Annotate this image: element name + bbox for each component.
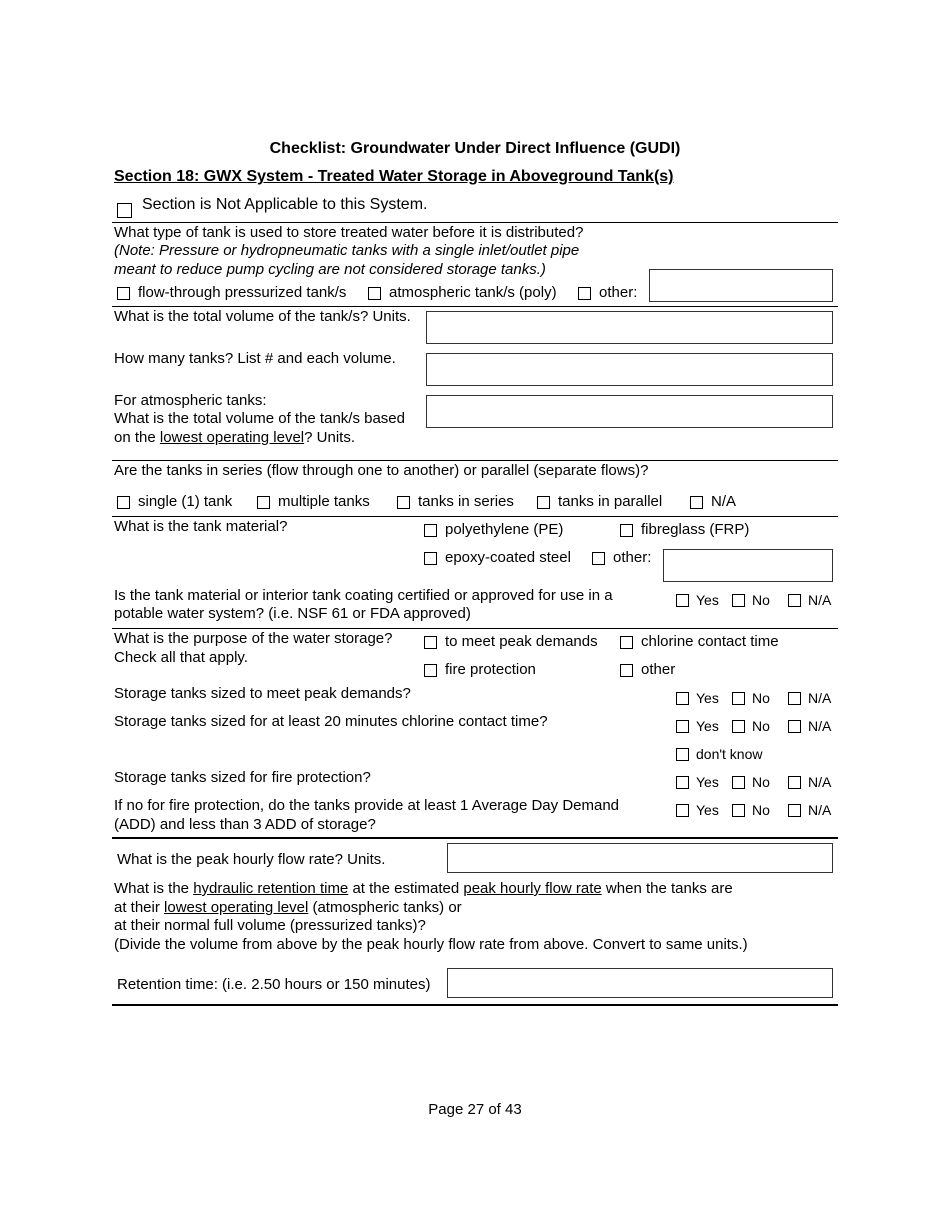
peak-sized-na-label: N/A [808,690,832,706]
fibreglass-label: fibreglass (FRP) [641,521,750,538]
divider [112,460,838,461]
fire-protection-checkbox[interactable] [424,664,437,677]
chlorine-sized-no-checkbox[interactable] [732,720,745,733]
tank-type-note: (Note: Pressure or hydropneumatic tanks with a single inlet/outlet pipe [114,242,580,259]
flow-through-pressurized-label: flow-through pressurized tank/s [138,284,347,301]
chlorine-sized-question: Storage tanks sized for at least 20 minutes chlorine contact time? [114,713,548,730]
certified-question: potable water system? (i.e. NSF 61 or FDA approved) [114,605,471,622]
chlorine-contact-checkbox[interactable] [620,636,633,649]
hrt-instruction: (Divide the volume from above by the peak hourly flow rate from above. Convert to same units.) [114,936,748,953]
tanks-in-series-checkbox[interactable] [397,496,410,509]
series-na-label: N/A [711,493,737,510]
flow-through-pressurized-checkbox[interactable] [117,287,130,300]
certified-no-checkbox[interactable] [732,594,745,607]
polyethylene-label: polyethylene (PE) [445,521,564,538]
fire-sized-no-checkbox[interactable] [732,776,745,789]
certified-na-checkbox[interactable] [788,594,801,607]
fire-sized-question: Storage tanks sized for fire protection? [114,769,371,786]
retention-time-label: Retention time: (i.e. 2.50 hours or 150 minutes) [117,976,431,993]
chlorine-sized-yes-label: Yes [696,718,719,734]
chlorine-dont-know-label: don't know [696,746,763,762]
fire-sized-na-label: N/A [808,774,832,790]
total-volume-field[interactable] [426,311,833,344]
epoxy-coated-steel-checkbox[interactable] [424,552,437,565]
multiple-tanks-checkbox[interactable] [257,496,270,509]
purpose-other-checkbox[interactable] [620,664,633,677]
add-yes-checkbox[interactable] [676,804,689,817]
peak-sized-na-checkbox[interactable] [788,692,801,705]
chlorine-contact-label: chlorine contact time [641,633,779,650]
chlorine-sized-na-checkbox[interactable] [788,720,801,733]
certified-yes-label: Yes [696,592,719,608]
divider [112,628,838,629]
multiple-tanks-label: multiple tanks [278,493,370,510]
atmospheric-heading: For atmospheric tanks: [114,392,267,409]
tanks-in-parallel-label: tanks in parallel [558,493,663,510]
not-applicable-label: Section is Not Applicable to this System. [142,196,428,213]
chlorine-sized-yes-checkbox[interactable] [676,720,689,733]
atmospheric-volume-field[interactable] [426,395,833,428]
tanks-in-parallel-checkbox[interactable] [537,496,550,509]
certified-question: Is the tank material or interior tank coating certified or approved for use in a [114,587,613,604]
tank-type-other-checkbox[interactable] [578,287,591,300]
total-volume-question: What is the total volume of the tank/s? Units. [114,308,411,325]
material-other-label: other: [613,549,652,566]
chlorine-sized-no-label: No [752,718,770,734]
tank-count-question: How many tanks? List # and each volume. [114,350,396,367]
tanks-in-series-label: tanks in series [418,493,514,510]
tank-material-question: What is the tank material? [114,518,288,535]
fibreglass-checkbox[interactable] [620,524,633,537]
peak-demands-checkbox[interactable] [424,636,437,649]
material-other-field[interactable] [663,549,833,582]
add-no-label: No [752,802,770,818]
polyethylene-checkbox[interactable] [424,524,437,537]
hrt-question: at their normal full volume (pressurized tanks)? [114,917,426,934]
chlorine-dont-know-checkbox[interactable] [676,748,689,761]
certified-no-label: No [752,592,770,608]
peak-sized-yes-label: Yes [696,690,719,706]
hrt-question: at their lowest operating level (atmospheric tanks) or [114,899,462,916]
peak-flow-question: What is the peak hourly flow rate? Units. [117,851,386,868]
peak-sized-yes-checkbox[interactable] [676,692,689,705]
fire-sized-no-label: No [752,774,770,790]
add-no-checkbox[interactable] [732,804,745,817]
atmospheric-poly-label: atmospheric tank/s (poly) [389,284,557,301]
divider [112,516,838,517]
atmospheric-volume-question: on the lowest operating level? Units. [114,429,355,446]
tank-type-note: meant to reduce pump cycling are not considered storage tanks.) [114,261,546,278]
fire-sized-na-checkbox[interactable] [788,776,801,789]
tank-type-other-label: other: [599,284,638,301]
peak-flow-field[interactable] [447,843,833,873]
tank-type-other-field[interactable] [649,269,833,302]
peak-demands-label: to meet peak demands [445,633,598,650]
series-na-checkbox[interactable] [690,496,703,509]
retention-time-field[interactable] [447,968,833,998]
add-na-checkbox[interactable] [788,804,801,817]
fire-sized-yes-checkbox[interactable] [676,776,689,789]
page-number: Page 27 of 43 [428,1101,522,1118]
tank-count-field[interactable] [426,353,833,386]
divider [112,222,838,223]
page-title: Checklist: Groundwater Under Direct Influence (GUDI) [269,140,681,157]
chlorine-sized-na-label: N/A [808,718,832,734]
divider [112,306,838,307]
purpose-other-label: other [641,661,676,678]
single-tank-checkbox[interactable] [117,496,130,509]
fire-sized-yes-label: Yes [696,774,719,790]
divider [112,1004,838,1006]
add-yes-label: Yes [696,802,719,818]
epoxy-coated-steel-label: epoxy-coated steel [445,549,571,566]
hrt-question: What is the hydraulic retention time at the estimated peak hourly flow rate when the tanks are [114,880,733,897]
purpose-subtext: Check all that apply. [114,649,248,666]
certified-yes-checkbox[interactable] [676,594,689,607]
peak-sized-no-label: No [752,690,770,706]
atmospheric-poly-checkbox[interactable] [368,287,381,300]
atmospheric-volume-question: What is the total volume of the tank/s based [114,410,405,427]
purpose-question: What is the purpose of the water storage? [114,630,393,647]
divider [112,837,838,839]
material-other-checkbox[interactable] [592,552,605,565]
peak-sized-no-checkbox[interactable] [732,692,745,705]
add-question: (ADD) and less than 3 ADD of storage? [114,816,376,833]
certified-na-label: N/A [808,592,832,608]
add-question: If no for fire protection, do the tanks provide at least 1 Average Day Demand [114,797,620,814]
tank-type-question: What type of tank is used to store treated water before it is distributed? [114,224,584,241]
add-na-label: N/A [808,802,832,818]
section-heading: Section 18: GWX System - Treated Water Storage in Aboveground Tank(s) [114,168,674,185]
series-parallel-question: Are the tanks in series (flow through one to another) or parallel (separate flows)? [114,462,649,479]
single-tank-label: single (1) tank [138,493,233,510]
fire-protection-label: fire protection [445,661,536,678]
not-applicable-checkbox[interactable] [117,203,132,218]
peak-sized-question: Storage tanks sized to meet peak demands? [114,685,411,702]
